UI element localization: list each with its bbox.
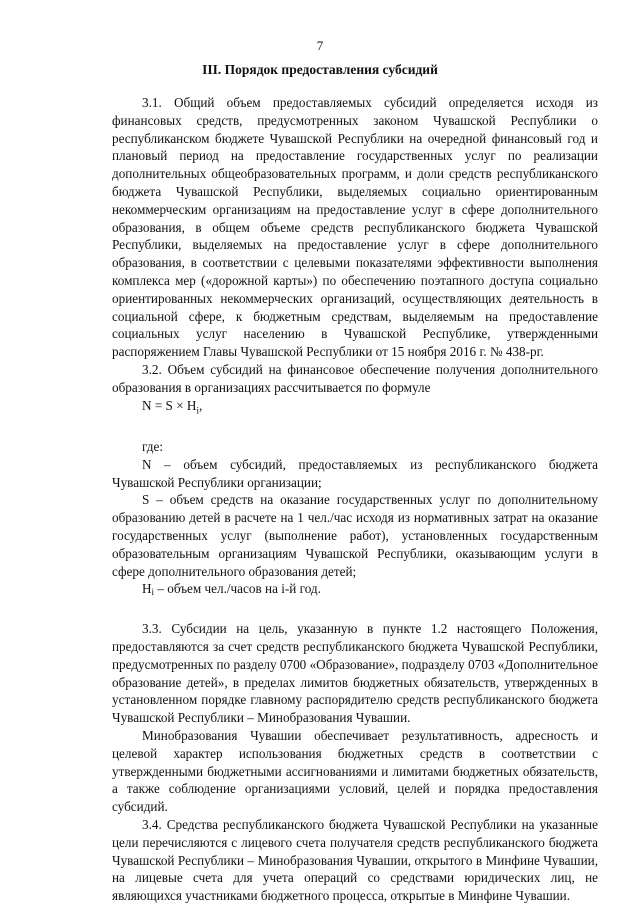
- definition-h-symbol: H: [142, 581, 152, 597]
- paragraph-3-4: 3.4. Средства республиканского бюджета Чувашской Республики на указанные цели перечисляются с лицевого счета получателя средств республиканского бюджета Чувашской Республики – Минобразования Чувашии, открытого в Минфине Чувашии, на лицевые счета для учета операций со средствами юридических лиц, не являющихся участниками бюджетного процесса, открытые в Минфине Чувашии.: [112, 816, 598, 904]
- paragraph-3-3: 3.3. Субсидии на цель, указанную в пункте 1.2 настоящего Положения, предоставляются за счет средств республиканского бюджета Чувашской Республики, предусмотренных по разделу 0700 «Образование», подразделу 0703 «Дополнительное образование детей», в пределах лимитов бюджетных обязательств, утвержденных в установленном порядке главному распорядителю средств республиканского бюджета Чувашской Республики – Минобразования Чувашии.: [112, 621, 598, 726]
- paragraph-3-2: 3.2. Объем субсидий на финансовое обеспечение получения дополнительного образования в организациях рассчитывается по формуле: [112, 361, 598, 395]
- definition-h: [112, 580, 598, 602]
- section-title: III. Порядок предоставления субсидий: [202, 62, 438, 77]
- definition-s: S – объем средств на оказание государственных услуг по дополнительному образованию детей в расчете на 1 чел./час исходя из нормативных затрат на оказание государственных услуг (выполнение работ), установленных государственным образовательным организациям Чувашской Республики, оказывающим услуги в сфере дополнительного образования детей;: [112, 492, 598, 579]
- document-body: [112, 94, 598, 905]
- definition-n: N – объем субсидий, предоставляемых из республиканского бюджета Чувашской Республики организации;: [112, 456, 598, 490]
- formula-end: ,: [198, 397, 203, 413]
- formula-subscript: i: [196, 405, 199, 416]
- definition-h-subscript: i: [151, 587, 155, 598]
- paragraph-3-3-continued: Минобразования Чувашии обеспечивает результативность, адресность и целевой характер использования бюджетных средств в соответствии с утвержденными бюджетными ассигнованиями и лимитами бюджетных обязательств, а также соблюдение организациями условий, целей и порядка предоставления субсидий.: [112, 727, 598, 815]
- definition-h-text: – объем чел./часов на i-й год.: [154, 581, 321, 597]
- formula: [112, 397, 598, 420]
- where-label: где:: [142, 438, 163, 454]
- paragraph-3-1: 3.1. Общий объем предоставляемых субсидий определяется исходя из финансовых средств, предусмотренных законом Чувашской Республики о республиканском бюджете Чувашской Республики на очередной финансовый год и плановый период на предоставление государственных услуг по реализации дополнительных общеобразовательных программ, и доли средств республиканского бюджета Чувашской Республики, выделяемых социально ориентированным некоммерческим организациям на предоставление услуг в сфере дополнительного образования, в общем объеме средств республиканского бюджета Чувашской Республики, выделяемых на предоставление услуг в сфере дополнительного образования, в соответствии с целевыми показателями эффективности выполнения комплекса мер («дорожной карты») по обеспечению поэтапного доступа социально ориентированных некоммерческих организаций, осуществляющих деятельность в социальной сфере, к бюджетным средствам, выделяемым на предоставление социальных услуг населению в Чувашской Республике, утвержденными распоряжением Главы Чувашской Республики от 15 ноября 2016 г. № 438-рг.: [112, 95, 598, 360]
- page-number: 7: [316, 38, 324, 53]
- formula-main: N = S × H: [142, 397, 197, 413]
